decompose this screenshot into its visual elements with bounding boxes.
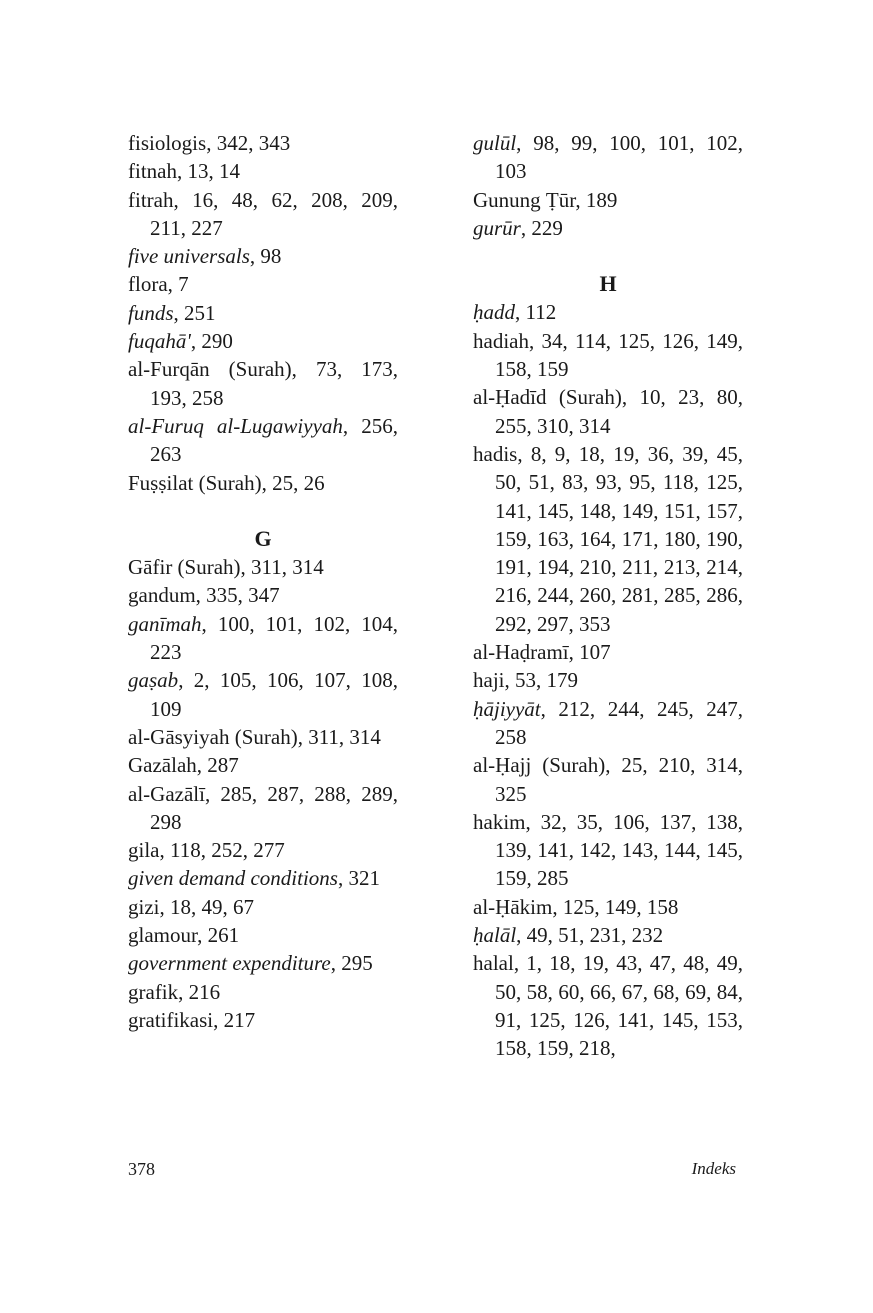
index-pages: , 189: [575, 187, 618, 212]
index-term: flora: [128, 272, 168, 297]
index-pages: , 256, 263: [150, 413, 398, 467]
index-term: gila: [128, 838, 160, 863]
index-term: al-Gāsyiyah (Surah): [128, 724, 298, 749]
index-term: al-Ḥadīd (Surah): [473, 385, 622, 410]
running-title: Indeks: [691, 1159, 736, 1178]
index-pages: , 7: [167, 272, 189, 297]
index-term: ḥājiyyāt: [473, 696, 541, 721]
index-term: hadis: [473, 441, 518, 466]
index-entry: [128, 299, 398, 327]
index-pages: , 18, 49, 67: [159, 894, 254, 919]
index-pages: , 107: [568, 640, 611, 665]
index-pages: , 73, 173, 193, 258: [150, 357, 399, 410]
index-entry: [473, 186, 743, 214]
index-entry: [128, 836, 398, 864]
index-pages: , 8, 9, 18, 19, 36, 39, 45, 50, 51, 83, 93, 95, 118, 125, 141, 145, 148, 149, 151, 157, 159, 163, 164, 171, 180, 190, 191, 194, 210, 211, 213, 214, 216, 244, 260, 281, 285, 286, 292, 297, 353: [495, 441, 743, 636]
index-pages: , 98: [249, 244, 282, 269]
index-entry: [128, 355, 398, 412]
index-pages: , 290: [190, 329, 233, 354]
index-entry: [128, 469, 398, 497]
letter-heading-g: G: [254, 525, 272, 551]
page-number: 378: [128, 1159, 155, 1179]
index-pages: , 16, 48, 62, 208, 209, 211, 227: [150, 187, 398, 240]
index-term: ganīmah: [128, 611, 202, 636]
index-pages: , 13, 14: [176, 159, 240, 184]
index-pages: , 112: [515, 300, 557, 325]
index-term: funds: [128, 300, 174, 325]
entry-group-g-continued: [473, 129, 743, 242]
index-entry: [473, 327, 743, 384]
index-term: al-Ḥajj (Surah): [473, 753, 606, 778]
index-entry: [128, 581, 398, 609]
index-pages: , 335, 347: [195, 583, 280, 608]
entry-group-f: [128, 129, 398, 497]
index-entry: [128, 610, 398, 667]
index-column-left: [128, 129, 398, 1034]
index-term: given demand conditions: [128, 866, 338, 891]
index-entry: [473, 949, 743, 1062]
index-term: Gunung Ṭūr: [473, 187, 576, 212]
index-term: Gazālah: [128, 753, 197, 778]
index-term: fitrah: [128, 187, 174, 212]
index-pages: , 212, 244, 245, 247, 258: [495, 696, 743, 749]
index-entry: [473, 383, 743, 440]
index-pages: , 342, 343: [206, 131, 291, 155]
letter-heading-h: H: [599, 271, 617, 297]
index-pages: , 2, 105, 106, 107, 108, 109: [150, 668, 398, 721]
index-term: al-Haḍramī: [473, 640, 569, 665]
index-pages: , 217: [213, 1007, 256, 1032]
index-pages: , 25, 26: [261, 470, 325, 495]
index-term: gurūr: [473, 215, 521, 240]
index-entry: [128, 893, 398, 921]
index-term: gulūl: [473, 131, 517, 155]
index-term: Fuṣṣilat (Surah): [128, 470, 262, 495]
entry-group-g: [128, 553, 398, 1034]
entry-group-h: [473, 298, 743, 1062]
index-pages: , 311, 314: [240, 555, 324, 580]
index-term: al-Gazālī: [128, 781, 205, 806]
index-entry: [473, 298, 743, 326]
index-term: al-Ḥākim: [473, 894, 553, 919]
index-term: gandum: [128, 583, 196, 608]
index-pages: , 34, 114, 125, 126, 149, 158, 159: [495, 328, 743, 382]
index-pages: , 295: [330, 951, 373, 976]
index-entry: [473, 440, 743, 638]
index-entry: [128, 949, 398, 977]
index-entry: [473, 921, 743, 949]
index-term: halal: [473, 951, 514, 976]
index-pages: , 229: [520, 215, 563, 240]
index-entry: [128, 751, 398, 779]
index-pages: , 321: [337, 866, 380, 891]
index-term: five universals: [128, 244, 250, 269]
index-term: fitnah: [128, 159, 177, 184]
index-entry: [128, 270, 398, 298]
index-term: glamour: [128, 923, 198, 948]
index-pages: , 100, 101, 102, 104, 223: [150, 611, 398, 665]
index-pages: , 216: [178, 979, 221, 1004]
index-entry: [128, 242, 398, 270]
index-pages: , 311, 314: [297, 724, 381, 749]
index-pages: , 118, 252, 277: [159, 838, 285, 863]
index-pages: , 10, 23, 80, 255, 310, 314: [495, 385, 744, 438]
index-entry: [128, 723, 398, 751]
index-entry: [128, 666, 398, 723]
index-term: government expenditure: [128, 951, 331, 976]
index-entry: [128, 553, 398, 581]
index-pages: , 53, 179: [504, 668, 578, 693]
index-pages: , 251: [173, 300, 216, 325]
index-entry: [128, 157, 398, 185]
index-term: al-Furqān (Surah): [128, 357, 292, 382]
index-entry: [473, 666, 743, 694]
index-pages: , 125, 149, 158: [552, 894, 679, 919]
index-pages: , 49, 51, 231, 232: [516, 923, 664, 948]
index-term: hakim: [473, 809, 526, 834]
index-term: al-Furuq al-Lugawiyyah: [128, 413, 343, 438]
index-entry: [473, 893, 743, 921]
index-term: grafik: [128, 979, 179, 1004]
index-entry: [128, 1006, 398, 1034]
index-entry: [473, 638, 743, 666]
index-pages: , 261: [197, 923, 240, 948]
index-term: fuqahā': [128, 329, 191, 354]
index-pages: , 25, 210, 314, 325: [495, 753, 743, 806]
index-pages: , 285, 287, 288, 289, 298: [150, 781, 398, 834]
index-pages: , 1, 18, 19, 43, 47, 48, 49, 50, 58, 60, 66, 67, 68, 69, 84, 91, 125, 126, 141, 145, 153, 158, 159, 218,: [495, 951, 743, 1061]
index-entry: [473, 695, 743, 752]
index-entry: [128, 921, 398, 949]
index-entry: [473, 129, 743, 186]
index-term: gaṣab: [128, 668, 179, 693]
index-pages: , 32, 35, 106, 137, 138, 139, 141, 142, 143, 144, 145, 159, 285: [495, 809, 743, 891]
index-entry: [128, 780, 398, 837]
index-entry: [128, 412, 398, 469]
index-term: Gāfir (Surah): [128, 555, 241, 580]
index-entry: [128, 186, 398, 243]
index-entry: [473, 214, 743, 242]
index-column-right: [473, 129, 743, 1063]
index-term: fisiologis: [128, 131, 207, 155]
index-term: gizi: [128, 894, 160, 919]
index-term: hadiah: [473, 328, 529, 353]
index-entry: [128, 978, 398, 1006]
index-entry: [473, 808, 743, 893]
index-pages: , 287: [196, 753, 239, 778]
index-pages: , 98, 99, 100, 101, 102, 103: [495, 131, 743, 184]
index-entry: [473, 751, 743, 808]
index-entry: [128, 327, 398, 355]
index-term: haji: [473, 668, 505, 693]
index-entry: [128, 129, 398, 157]
index-term: ḥadd: [473, 300, 515, 325]
index-term: ḥalāl: [473, 923, 517, 948]
index-entry: [128, 864, 398, 892]
index-term: gratifikasi: [128, 1007, 214, 1032]
